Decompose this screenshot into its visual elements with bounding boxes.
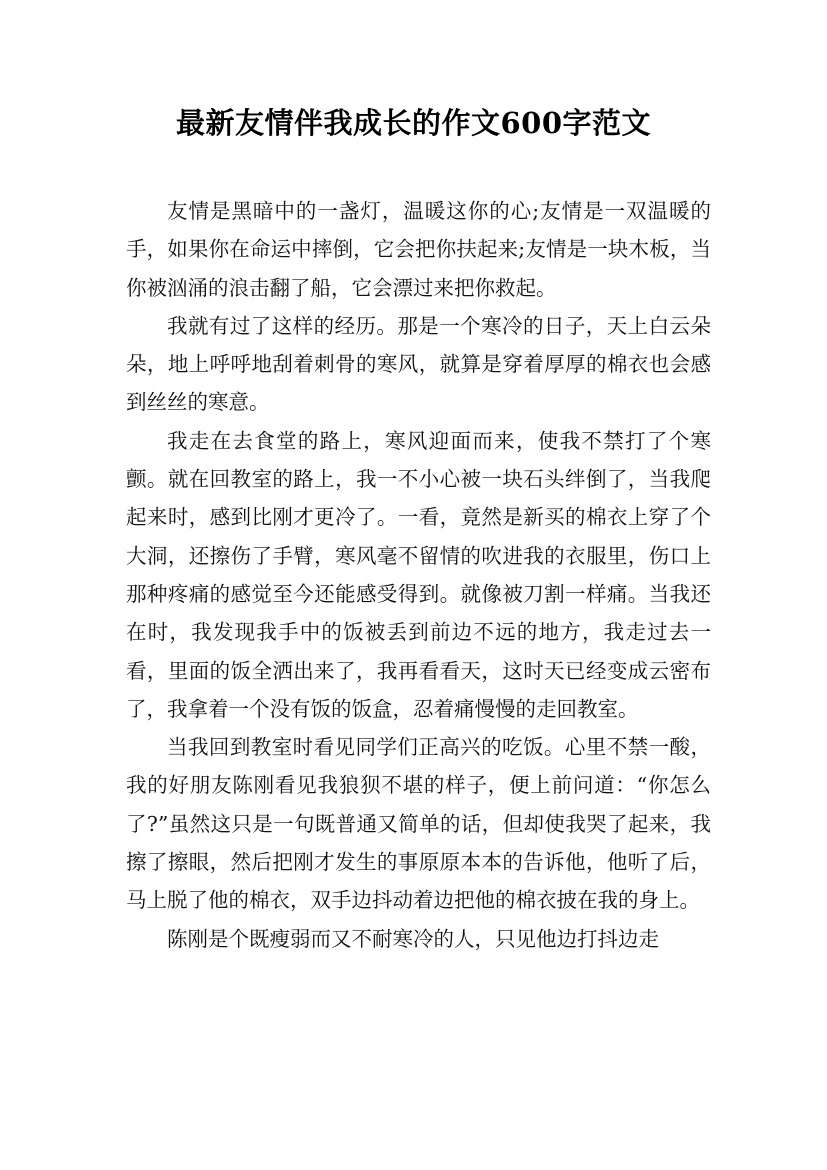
paragraph: 我走在去食堂的路上，寒风迎面而来，使我不禁打了个寒颤。就在回教室的路上，我一不小心被一块石头绊倒了，当我爬起来时，感到比刚才更冷了。一看，竟然是新买的棉衣上穿了个大洞，还擦伤了手臂，寒风毫不留情的吹进我的衣服里，伤口上那种疼痛的感觉至今还能感受得到。就像被刀割一样痛。当我还在时，我发现我手中的饭被丢到前边不远的地方，我走过去一看，里面的饭全洒出来了，我再看看天，这时天已经变成云密布了，我拿着一个没有饭的饭盒，忍着痛慢慢的走回教室。 [126,428,711,721]
paragraph: 陈刚是个既瘦弱而又不耐寒冷的人，只见他边打抖边走 [167,926,659,951]
paragraph: 当我回到教室时看见同学们正高兴的吃饭。心里不禁一酸，我的好朋友陈刚看见我狼狈不堪的样子，便上前问道：“你怎么了?”虽然这只是一句既普通又简单的话，但却使我哭了起来，我擦了擦眼，然后把刚才发生的事原原本本的告诉他，他听了后，马上脱了他的棉衣，双手边抖动着边把他的棉衣披在我的身上。 [126,735,711,913]
paragraph: 友情是黑暗中的一盏灯，温暖这你的心;友情是一双温暖的手，如果你在命运中摔倒，它会把你扶起来;友情是一块木板，当你被汹涌的浪击翻了船，它会漂过来把你救起。 [126,199,711,300]
paragraph: 我就有过了这样的经历。那是一个寒冷的日子，天上白云朵朵，地上呼呼地刮着刺骨的寒风，就算是穿着厚厚的棉衣也会感到丝丝的寒意。 [126,313,711,415]
document-title: 最新友情伴我成长的作文600字范文 [175,106,652,140]
document-body [126,192,711,958]
